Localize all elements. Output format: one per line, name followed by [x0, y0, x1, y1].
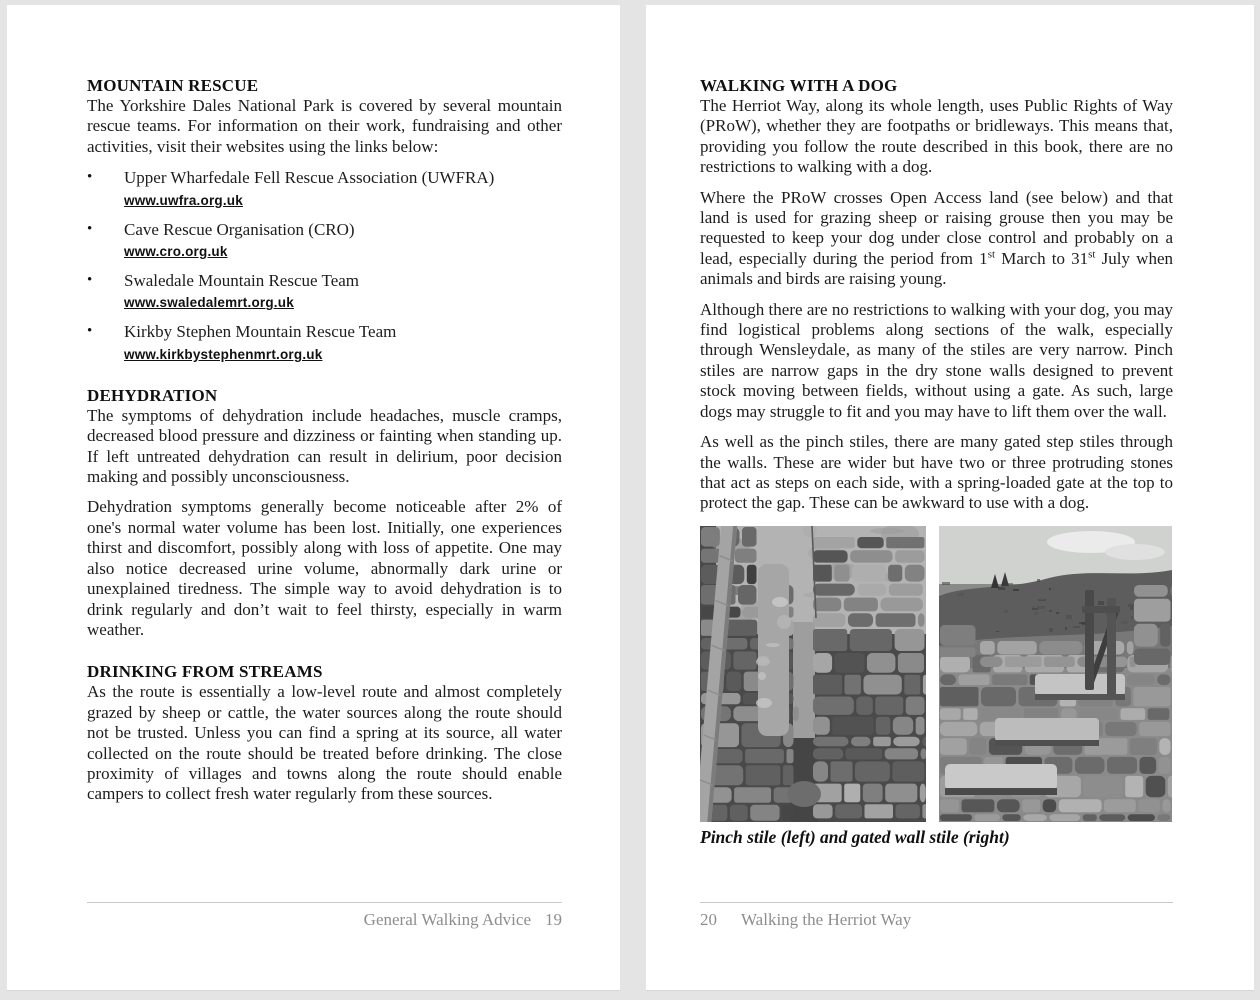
bullet-icon: •	[87, 323, 93, 340]
paragraph-streams-1: As the route is essentially a low-level route and almost completely grazed by sheep or cattle, the water sources along the route should not be trusted. Unless you can find a spring at its source, all water collected on the route should be treated before drinking. The close proximity of villages and towns along the route should enable campers to collect fresh water regularly from these sources.	[87, 682, 562, 804]
team-name: Swaledale Mountain Rescue Team	[124, 271, 360, 291]
stile-photos	[700, 526, 1173, 822]
paragraph-dog-4: As well as the pinch stiles, there are many gated step stiles through the walls. These are wider but have two or three protruding stones that act as steps on each side, with a spring-loaded gate at the top to protect the gap. These can be awkward to use with a dog.	[700, 432, 1173, 513]
page-footer-right	[700, 902, 1173, 930]
pinch-stile-photo	[700, 526, 926, 822]
paragraph-dog-1: The Herriot Way, along its whole length, uses Public Rights of Way (PRoW), whether they are footpaths or bridleways. This means that, providing you follow the route described in this book, there are no restrictions to walking with a dog.	[700, 96, 1173, 177]
link-kirkbystephenmrt[interactable]: www.kirkbystephenmrt.org.uk	[124, 346, 323, 362]
page-left	[7, 5, 620, 991]
gated-wall-stile-photo	[939, 526, 1172, 822]
superscript: st	[987, 248, 996, 261]
superscript: st	[1088, 248, 1096, 261]
team-name: Cave Rescue Organisation (CRO)	[124, 219, 355, 239]
link-swaledalemrt[interactable]: www.swaledalemrt.org.uk	[124, 295, 294, 311]
list-item	[87, 220, 562, 261]
link-cro[interactable]: www.cro.org.uk	[124, 244, 228, 260]
page-number: 20	[700, 910, 717, 929]
section-drinking-from-streams	[87, 661, 562, 804]
list-item	[87, 168, 562, 209]
section-walking-with-a-dog	[700, 75, 1173, 514]
footer-book-title: Walking the Herriot Way	[741, 910, 912, 929]
bullet-icon: •	[87, 220, 93, 237]
figure-caption: Pinch stile (left) and gated wall stile (right)	[700, 826, 1010, 847]
rescue-team-list	[87, 168, 562, 364]
list-item	[87, 271, 562, 312]
section-heading-mountain-rescue: MOUNTAIN RESCUE	[87, 76, 259, 95]
team-name: Kirkby Stephen Mountain Rescue Team	[124, 322, 397, 342]
section-mountain-rescue	[87, 75, 562, 364]
team-name: Upper Wharfedale Fell Rescue Association (UWFRA)	[124, 168, 495, 188]
footer-section-title: General Walking Advice	[363, 910, 531, 929]
page-footer-left	[87, 902, 562, 930]
list-item	[87, 322, 562, 363]
paragraph-dehydration-2: Dehydration symptoms generally become noticeable after 2% of one's normal water volume has been lost. Initially, one experiences thirst and discomfort, possibly along with loss of appetite. One may also notice decreased urine volume, abnormally dark urine or unexplained tiredness. The simple way to avoid dehydration is to drink regularly and don’t wait to feel thirsty, especially in warm weather.	[87, 497, 562, 639]
page-number: 19	[545, 910, 562, 929]
paragraph-dog-3: Although there are no restrictions to walking with your dog, you may find logistical problems along sections of the walk, especially through Wensleydale, as many of the stiles are very narrow. Pinch stiles are narrow gaps in the dry stone walls designed to prevent stock moving between fields, without using a gate. As such, large dogs may struggle to fit and you may have to lift them over the wall.	[700, 299, 1173, 421]
link-uwfra[interactable]: www.uwfra.org.uk	[124, 192, 243, 208]
bullet-icon: •	[87, 272, 93, 289]
section-heading-walking-with-a-dog: WALKING WITH A DOG	[700, 76, 898, 95]
paragraph-dog-2: Where the PRoW crosses Open Access land (see below) and that land is used for grazing sheep or raising grouse then you may be requested to keep your dog under close control and probably on a lead, especially during the period from 1st March to 31st July when animals and birds are raising young.	[700, 187, 1173, 289]
paragraph-mountain-rescue-intro: The Yorkshire Dales National Park is covered by several mountain rescue teams. For information on their work, fundraising and other activities, visit their websites using the links below:	[87, 96, 562, 156]
bullet-icon: •	[87, 169, 93, 186]
paragraph-dehydration-1: The symptoms of dehydration include headaches, muscle cramps, decreased blood pressure and dizziness or fainting when standing up. If left untreated dehydration can result in delirium, poor decision making and possibly unconsciousness.	[87, 405, 562, 487]
stile-figure	[700, 526, 1173, 848]
section-dehydration	[87, 385, 562, 640]
section-heading-dehydration: DEHYDRATION	[87, 385, 218, 405]
page-right	[646, 5, 1254, 991]
section-heading-drinking-from-streams: DRINKING FROM STREAMS	[87, 662, 323, 682]
